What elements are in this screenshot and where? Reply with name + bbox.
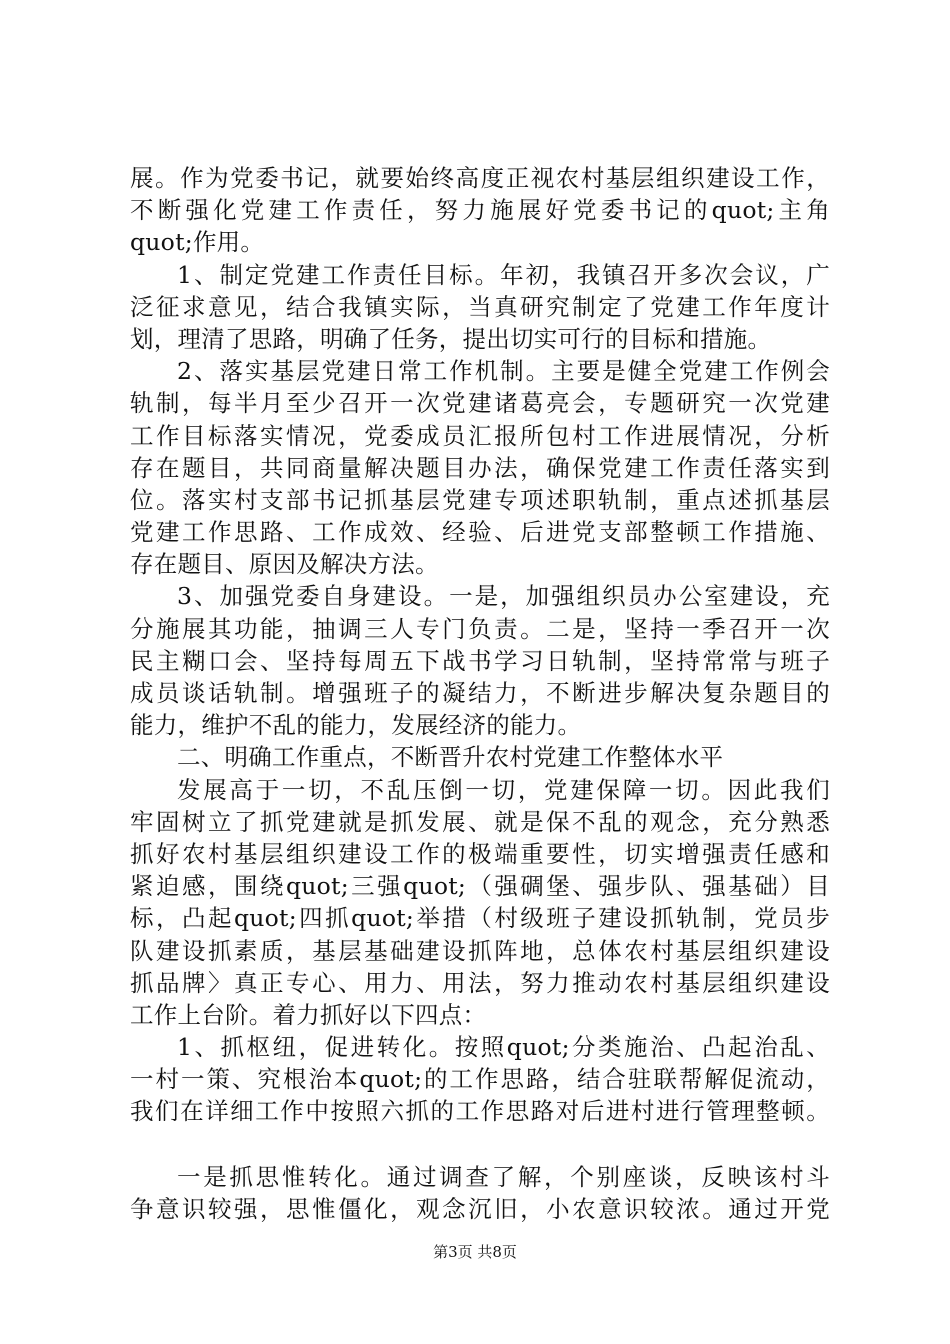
text-line: 2、落实基层党建日常工作机制。主要是健全党建工作例会 [177, 357, 830, 386]
text-line: 轨制，每半月至少召开一次党建诸葛亮会，专题研究一次党建 [130, 389, 830, 418]
body-text [130, 162, 830, 1225]
text-line: 工作上台阶。着力抓好以下四点： [130, 1000, 487, 1029]
text-line: 1、制定党建工作责任目标。年初，我镇召开多次会议，广 [177, 260, 830, 289]
text-line: 存在题目，共同商量解决题目办法，确保党建工作责任落实到 [130, 453, 830, 482]
section-heading: 二、明确工作重点，不断晋升农村党建工作整体水平 [177, 743, 724, 772]
paragraph-gap [130, 1128, 830, 1161]
text-line: 我们在详细工作中按照六抓的工作思路对后进村进行管理整顿。 [130, 1097, 830, 1126]
text-line: 民主糊口会、坚持每周五下战书学习日轨制，坚持常常与班子 [130, 646, 830, 675]
text-line: 一是抓思惟转化。通过调查了解，个别座谈，反映该村斗 [177, 1162, 830, 1191]
text-line: 紧迫感，围绕quot;三强quot;（强碉堡、强步队、强基础）目 [130, 872, 830, 901]
text-line: 划，理清了思路，明确了任务，提出切实可行的目标和措施。 [130, 324, 772, 353]
text-line: 牢固树立了抓党建就是抓发展、就是保不乱的观念，充分熟悉 [130, 807, 830, 836]
text-line: 一村一策、究根治本quot;的工作思路，结合驻联帮解促流动， [130, 1065, 830, 1094]
text-line: 党建工作思路、工作成效、经验、后进党支部整顿工作措施、 [130, 518, 830, 547]
page-number: 第3页 共8页 [433, 1243, 517, 1261]
text-line: 标，凸起quot;四抓quot;举措（村级班子建设抓轨制，党员步 [130, 904, 830, 933]
text-line: 3、加强党委自身建设。一是，加强组织员办公室建设，充 [177, 582, 830, 611]
text-line: 能力，维护不乱的能力，发展经济的能力。 [130, 711, 582, 740]
text-line: 分施展其功能，抽调三人专门负责。二是，坚持一季召开一次 [130, 614, 830, 643]
text-line: 不断强化党建工作责任，努力施展好党委书记的quot;主角 [130, 196, 830, 225]
text-line: 位。落实村支部书记抓基层党建专项述职轨制，重点述抓基层 [130, 485, 830, 514]
text-line: 争意识较强，思惟僵化，观念沉旧，小农意识较浓。通过开党 [130, 1194, 830, 1223]
text-line: 泛征求意见，结合我镇实际，当真研究制定了党建工作年度计 [130, 292, 830, 321]
text-line: 工作目标落实情况，党委成员汇报所包村工作进展情况，分析 [130, 421, 830, 450]
text-line: 抓好农村基层组织建设工作的极端重要性，切实增强责任感和 [130, 839, 830, 868]
text-line: 抓品牌〉真正专心、用力、用法，努力推动农村基层组织建设 [130, 968, 830, 997]
text-line: 存在题目、原因及解决方法。 [130, 550, 439, 579]
text-line: 展。作为党委书记，就要始终高度正视农村基层组织建设工作， [130, 164, 830, 192]
text-line: 1、抓枢纽，促进转化。按照quot;分类施治、凸起治乱、 [177, 1033, 830, 1062]
text-line: quot;作用。 [130, 228, 265, 257]
text-line: 队建设抓素质，基层基础建设抓阵地，总体农村基层组织建设 [130, 936, 830, 965]
text-line: 成员谈话轨制。增强班子的凝结力，不断进步解决复杂题目的 [130, 679, 830, 707]
page-footer [0, 1242, 950, 1262]
text-line: 发展高于一切，不乱压倒一切，党建保障一切。因此我们 [177, 775, 830, 804]
